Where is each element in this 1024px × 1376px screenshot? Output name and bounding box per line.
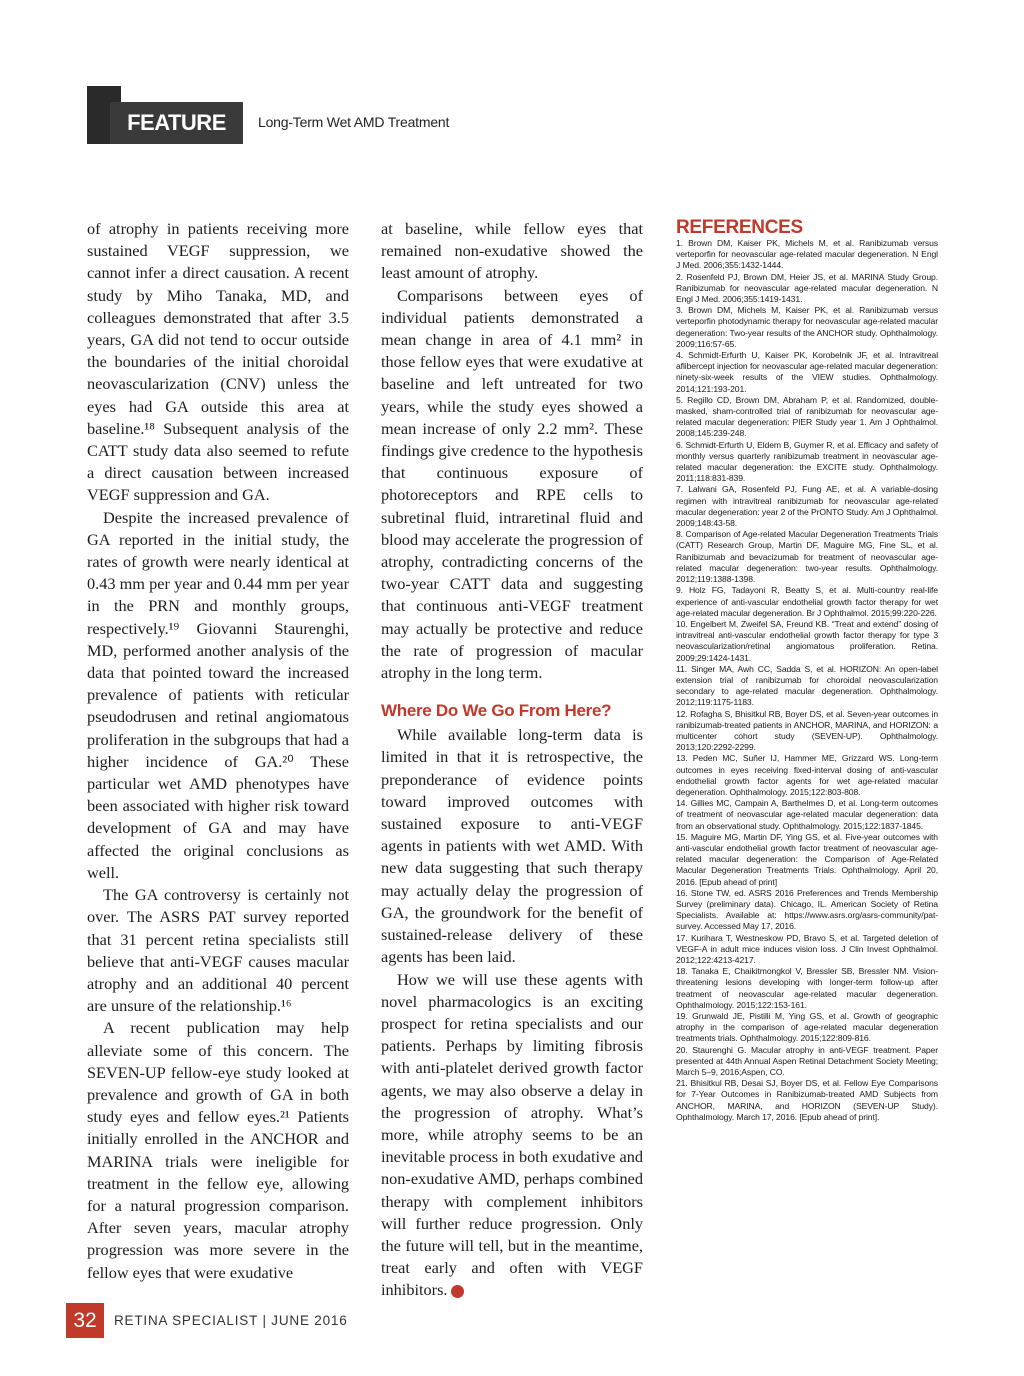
page-footer [66, 1303, 348, 1338]
paragraph: at baseline, while fellow eyes that remained non-exudative showed the least amount of atrophy. [381, 219, 643, 283]
section-subheading: Where Do We Go From Here? [381, 701, 612, 721]
paragraph: A recent publication may help alleviate some of this concern. The SEVEN-UP fellow-eye study looked at prevalence and growth of GA in both study eyes and fellow eyes.²¹ Patients initially enrolled in the ANCHOR and MARINA trials were ineligible for treatment in the fellow eye, allowing for a natural progression comparison. After seven years, macular atrophy progression was more severe in the fellow eyes that were exudative [87, 1018, 349, 1282]
reference-item: 14. Gillies MC, Campain A, Barthelmes D, et al. Long-term outcomes of treatment of neovascular age-related macular degeneration: data from an observational study. Ophthalmology. 2015;122:1837-1845. [676, 798, 938, 831]
paragraph: The GA controversy is certainly not over. The ASRS PAT survey reported that 31 percent retina specialists still believe that anti-VEGF causes macular atrophy and an additional 40 percent are unsure of the relationship.¹⁶ [87, 885, 349, 1016]
reference-item: 8. Comparison of Age-related Macular Degeneration Treatments Trials (CATT) Research Group, Martin DF, Maguire MG, Fine SL, et al. Ranibizumab and bevacizumab for treatment of neovascular age-related macular degeneration: two-year results. Ophthalmology. 2012;119:1388-1398. [676, 529, 938, 585]
references-section [676, 218, 938, 1123]
reference-item: 16. Stone TW, ed. ASRS 2016 Preferences and Trends Membership Survey (preliminary data). Chicago, IL. American Society of Retina Specialists. Available at: https://www.asrs.org/asrs-community/pat-survey. Accessed May 17, 2016. [676, 887, 938, 932]
paragraph: While available long-term data is limited in that it is retrospective, the preponderance of evidence points toward improved outcomes with sustained exposure to anti-VEGF agents in patients with wet AMD. With new data suggesting that such therapy may actually delay the progression of GA, the groundwork for the benefit of sustained-release delivery of these agents has been laid. [381, 725, 643, 967]
reference-item: 15. Maguire MG, Martin DF, Ying GS, et al. Five-year outcomes with anti-vascular endothelial growth factor treatment of neovascular age-related macular degeneration: the Comparison of Age-Related Macular Degeneration Treatments Trials. Ophthalmology. April 20, 2016. [Epub ahead of print] [676, 831, 938, 887]
reference-item: 4. Schmidt-Erfurth U, Kaiser PK, Korobelnik JF, et al. Intravitreal aflibercept injection for neovascular age-related macular degeneration: ninety-six-week results of the VIEW studies. Ophthalmology. 2014;121:193-201. [676, 350, 938, 394]
reference-item: 13. Peden MC, Suñer IJ, Hammer ME, Grizzard WS. Long-term outcomes in eyes receiving fixed-interval dosing of anti-vascular endothelial growth factor agents for wet age-related macular degeneration. Ophthalmology. 2015;122:803-808. [676, 753, 938, 797]
references-heading: REFERENCES [676, 217, 803, 238]
reference-item: 9. Holz FG, Tadayoni R, Beatty S, et al. Multi-country real-life experience of anti-vascular endothelial growth factor therapy for wet age-related macular degeneration. Br J Ophthalmol. 2015;99:220-226. [676, 585, 938, 618]
reference-item: 17. Kurihara T, Westneskow PD, Bravo S, et al. Targeted deletion of VEGF-A in adult mice induces vision loss. J Clin Invest Ophthalmol. 2012;122:4213-4217. [676, 932, 938, 965]
body-column-2 [381, 218, 643, 1302]
reference-item: 11. Singer MA, Awh CC, Sadda S, et al. HORIZON: An open-label extension trial of ranibizumab for choroidal neovascularization secondary to age-related macular degeneration. Ophthalmology. 2012;119:1175-1183. [676, 663, 938, 708]
references-list [676, 238, 938, 1123]
reference-item: 12. Rofagha S, Bhisitkul RB, Boyer DS, et al. Seven-year outcomes in ranibizumab-treated patients in ANCHOR, MARINA, and HORIZON: a multicenter cohort study (SEVEN-UP). Ophthalmology. 2013;120:2292-2299. [676, 708, 938, 753]
publication-info: RETINA SPECIALIST | JUNE 2016 [114, 1313, 348, 1328]
paragraph: Despite the increased prevalence of GA reported in the initial study, the rates of growth were nearly identical at 0.43 mm per year and 0.44 mm per year in the PRN and monthly groups, respectively.¹⁹ Giovanni Staurenghi, MD, performed another analysis of the data that pointed toward the increased prevalence of patients with reticular pseudodrusen and retinal angiomatous proliferation in the subgroups that had a higher incidence of GA.²⁰ These particular wet AMD phenotypes have been associated with higher risk toward development of GA and may have affected the original conclusions as well. [87, 507, 349, 882]
paragraph: of atrophy in patients receiving more sustained VEGF suppression, we cannot infer a direct causation. A recent study by Miho Tanaka, MD, and colleagues demonstrated that after 3.5 years, GA did not tend to occur outside the boundaries of the initial choroidal neovascularization (CNV) unless the eyes had GA outside this area at baseline.¹⁸ Subsequent analysis of the CATT study data also seemed to refute a direct causation between increased VEGF suppression and GA. [87, 219, 349, 505]
reference-item: 18. Tanaka E, Chaikitmongkol V, Bressler SB, Bressler NM. Vision-threatening lesions developing with longer-term follow-up after treatment of neovascular age-related macular degeneration. Ophthalmology. 2015;122:153-161. [676, 966, 938, 1010]
reference-item: 19. Grunwald JE, Pistilli M, Ying GS, et al. Growth of geographic atrophy in the comparison of age-related macular degeneration treatments trials. Ophthalmology. 2015;122:809-816. [676, 1011, 938, 1044]
reference-item: 5. Regillo CD, Brown DM, Abraham P, et al. Randomized, double-masked, sham-controlled trial of ranibizumab for neovascular age-related macular degeneration: PIER Study year 1. Am J Ophthalmol. 2008;145:239-248. [676, 394, 938, 439]
reference-item: 7. Lalwani GA, Rosenfeld PJ, Fung AE, et al. A variable-dosing regimen with intravitreal ranibizumab for neovascular age-related macular degeneration: year 2 of the PrONTO Study. Am J Ophthalmol. 2009;148:43-58. [676, 484, 938, 529]
reference-item: 21. Bhisitkul RB, Desai SJ, Boyer DS, et al. Fellow Eye Comparisons for 7-Year Outcomes in Ranibizumab-treated AMD Subjects from ANCHOR, MARINA, and HORIZON (SEVEN-UP Study). Ophthalmology. March 17, 2016. [Epub ahead of print]. [676, 1078, 938, 1122]
paragraph [381, 969, 643, 1302]
paragraph: Comparisons between eyes of individual patients demonstrated a mean change in area of 4.1 mm² in those fellow eyes that were exudative at baseline and left untreated for two years, while the study eyes showed a mean increase of only 2.2 mm². These findings give credence to the hypothesis that continuous exposure of photoreceptors and RPE cells to subretinal fluid, intraretinal fluid and blood may accelerate the progression of atrophy, contradicting concerns of the two-year CATT data and suggesting that continuous anti-VEGF treatment may actually be protective and reduce the rate of progression of macular atrophy in the long term. [381, 285, 643, 683]
section-label: FEATURE [110, 102, 243, 144]
reference-item: 6. Schmidt-Erfurth U, Eldem B, Guymer R, et al. Efficacy and safety of monthly versus quarterly ranibizumab treatment in neovascular age-related macular degeneration: the EXCITE study. Ophthalmology. 2011;118:831-839. [676, 439, 938, 484]
reference-item: 2. Rosenfeld PJ, Brown DM, Heier JS, et al. MARINA Study Group. Ranibizumab for neovascular age-related macular degeneration. N Engl J Med. 2006;355:1419-1431. [676, 271, 938, 305]
body-column-1 [87, 218, 349, 1284]
paragraph-text: How we will use these agents with novel pharmacologics is an exciting prospect for retina specialists and our patients. Perhaps by limiting fibrosis with anti-platelet derived growth factor agents, we may also observe a delay in the progression of atrophy. What’s more, while atrophy seems to be an inevitable process in both exudative and non-exudative AMD, perhaps combined therapy with complement inhibitors will further reduce progression. Only the future will tell, but in the meantime, treat early and often with VEGF inhibitors. [381, 969, 643, 1300]
article-running-title: Long-Term Wet AMD Treatment [258, 114, 450, 130]
end-mark-logo: RS [451, 1285, 464, 1298]
reference-item: 3. Brown DM, Michels M, Kaiser PK, et al. Ranibizumab versus verteporfin photodynamic therapy for neovascular age-related macular degeneration: Two-year results of the ANCHOR study. Ophthalmology. 2009;116:57-65. [676, 305, 938, 349]
reference-item: 20. Staurenghi G. Macular atrophy in anti-VEGF treatment. Paper presented at 44th Annual Aspen Retinal Detachment Society Meeting; March 5–9, 2016;Aspen, CO. [676, 1044, 938, 1078]
page-number: 32 [66, 1303, 104, 1338]
reference-item: 1. Brown DM, Kaiser PK, Michels M, et al. Ranibizumab versus verteporfin for neovascular age-related macular degeneration. N Engl J Med. 2006;355:1432-1444. [676, 238, 938, 271]
reference-item: 10. Engelbert M, Zweifel SA, Freund KB. “Treat and extend” dosing of intravitreal anti-vascular endothelial growth factor therapy for type 3 neovascularization/retinal angiomatous proliferation. Retina. 2009;29:1424-1431. [676, 618, 938, 663]
